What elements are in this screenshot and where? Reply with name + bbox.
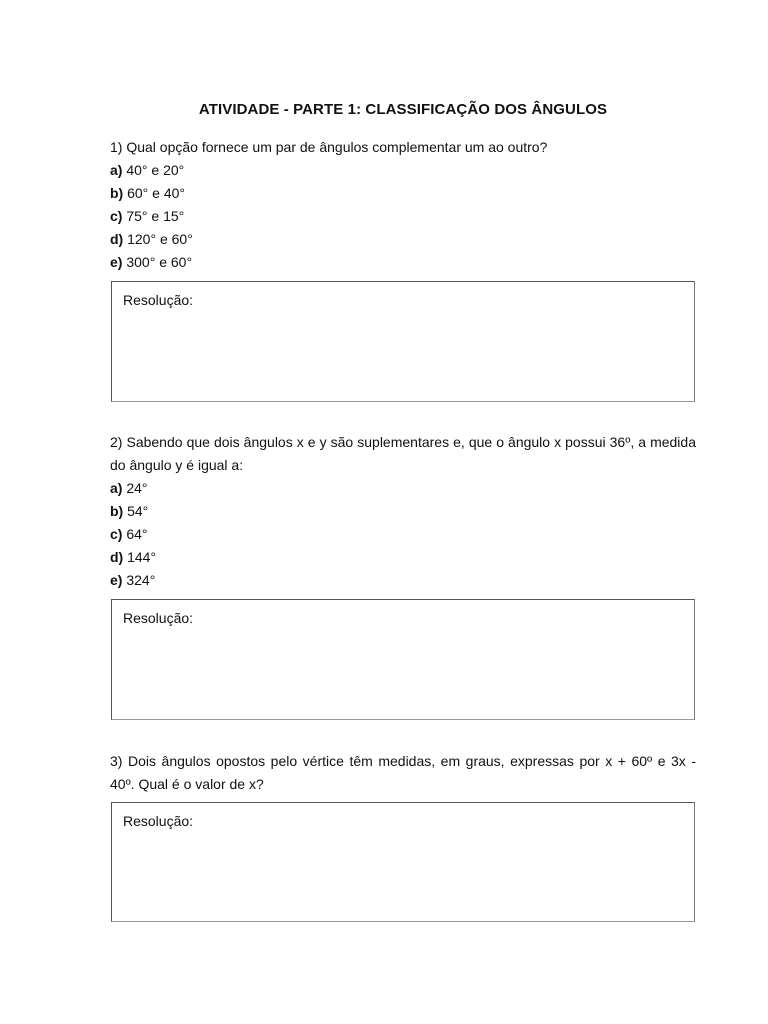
option-text: 40° e 20° [122, 162, 185, 178]
option-text: 54° [123, 503, 149, 519]
option-text: 120° e 60° [123, 231, 193, 247]
option-c[interactable] [110, 205, 696, 228]
resolution-box-3[interactable] [111, 802, 695, 922]
question-1-text: 1) Qual opção fornece um par de ângulos complementar um ao outro? [110, 139, 548, 155]
question-1-options [110, 159, 696, 274]
option-letter: a) [110, 162, 123, 178]
resolution-box-2[interactable] [111, 599, 695, 720]
question-2-options [110, 477, 696, 592]
option-text: 300° e 60° [122, 254, 193, 270]
option-e[interactable] [110, 569, 696, 592]
option-d[interactable] [110, 546, 696, 569]
question-1 [110, 136, 696, 274]
question-2 [110, 431, 696, 592]
page-title: ATIVIDADE - PARTE 1: CLASSIFICAÇÃO DOS ÂNGULOS [198, 101, 608, 118]
option-text: 60° e 40° [123, 185, 186, 201]
option-letter: b) [110, 185, 124, 201]
resolution-box-1[interactable] [111, 281, 695, 402]
question-3 [110, 750, 696, 796]
option-letter: e) [110, 572, 123, 588]
resolution-label: Resolução: [123, 813, 194, 829]
option-text: 324° [122, 572, 156, 588]
option-letter: d) [110, 549, 124, 565]
question-2-text: 2) Sabendo que dois ângulos x e y são suplementares e, que o ângulo x possui 36º, a medida do ângulo y é igual a: [110, 434, 696, 473]
resolution-label: Resolução: [123, 292, 194, 308]
option-d[interactable] [110, 228, 696, 251]
option-letter: c) [110, 208, 123, 224]
question-3-text: 3) Dois ângulos opostos pelo vértice têm medidas, em graus, expressas por x + 60º e 3x - 40º. Qual é o valor de x? [110, 753, 696, 792]
option-b[interactable] [110, 500, 696, 523]
option-a[interactable] [110, 477, 696, 500]
option-b[interactable] [110, 182, 696, 205]
option-text: 24° [122, 480, 148, 496]
option-letter: c) [110, 526, 123, 542]
option-letter: a) [110, 480, 123, 496]
option-text: 75° e 15° [122, 208, 185, 224]
option-letter: d) [110, 231, 124, 247]
option-text: 144° [123, 549, 157, 565]
resolution-label: Resolução: [123, 610, 194, 626]
option-c[interactable] [110, 523, 696, 546]
option-a[interactable] [110, 159, 696, 182]
option-e[interactable] [110, 251, 696, 274]
option-text: 64° [122, 526, 148, 542]
option-letter: e) [110, 254, 123, 270]
option-letter: b) [110, 503, 124, 519]
